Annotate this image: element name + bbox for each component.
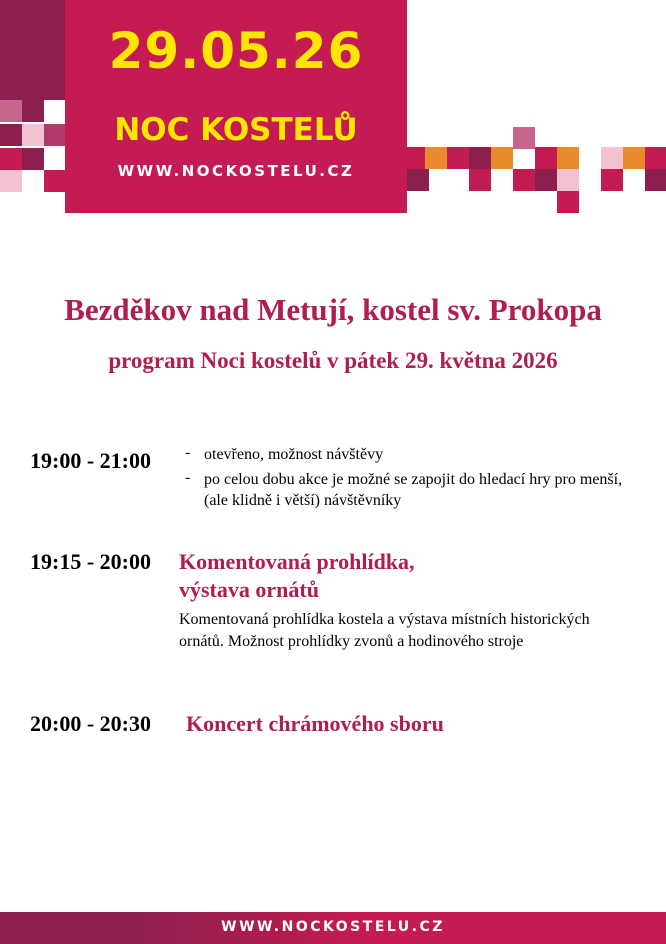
decor-square	[557, 147, 579, 169]
decor-square	[645, 169, 666, 191]
decor-square	[491, 147, 513, 169]
bullet-dash: -	[185, 469, 191, 486]
event-date: 29.05.26	[108, 22, 364, 80]
footer-website-link[interactable]: WWW.NOCKOSTELU.CZ	[221, 919, 445, 935]
page-subtitle: program Noci kostelů v pátek 29. května 2026	[108, 348, 558, 373]
decor-square	[469, 169, 491, 191]
decor-square	[0, 124, 22, 146]
decor-square	[601, 169, 623, 191]
header-banner	[0, 0, 666, 213]
program-time: 19:15 - 20:00	[30, 549, 151, 574]
program-heading: výstava ornátů	[179, 577, 319, 602]
decor-square	[513, 127, 535, 149]
program-description: Komentovaná prohlídka kostela a výstava místních historických ornátů. Možnost prohlídky zvonů a hodinového stroje	[179, 611, 590, 650]
decor-square	[535, 169, 557, 191]
decor-square	[557, 191, 579, 213]
program-note: po celou dobu akce je možné se zapojit do hledací hry pro menší, (ale klidně i větší) návštěvníky	[204, 471, 623, 509]
program-time: 20:00 - 20:30	[30, 711, 151, 736]
decor-square	[0, 100, 22, 122]
decor-square	[425, 147, 447, 169]
header-website-link[interactable]: WWW.NOCKOSTELU.CZ	[117, 162, 355, 180]
decor-square	[407, 169, 429, 191]
decor-square	[601, 147, 623, 169]
program-time: 19:00 - 21:00	[30, 448, 151, 473]
decor-square	[535, 147, 557, 169]
decor-square	[22, 124, 44, 146]
event-brand: NOC KOSTELŮ	[114, 112, 358, 148]
decor-square	[645, 147, 666, 169]
program-heading: Koncert chrámového sboru	[186, 711, 444, 736]
decor-square	[44, 170, 65, 192]
decor-square	[22, 100, 44, 122]
decor-square	[557, 169, 579, 191]
decor-square	[469, 147, 491, 169]
decor-square	[44, 124, 65, 146]
decor-square	[447, 147, 469, 169]
decor-square	[0, 148, 22, 170]
decor-square	[623, 147, 645, 169]
program-note: otevřeno, možnost návštěvy	[204, 446, 384, 463]
decor-square	[0, 0, 65, 100]
decor-square	[513, 169, 535, 191]
decor-square	[22, 148, 44, 170]
page-title: Bezděkov nad Metují, kostel sv. Prokopa	[64, 292, 602, 327]
bullet-dash: -	[185, 444, 191, 461]
decor-square	[0, 170, 22, 192]
footer-bar	[0, 912, 666, 944]
program-heading: Komentovaná prohlídka,	[179, 549, 415, 574]
